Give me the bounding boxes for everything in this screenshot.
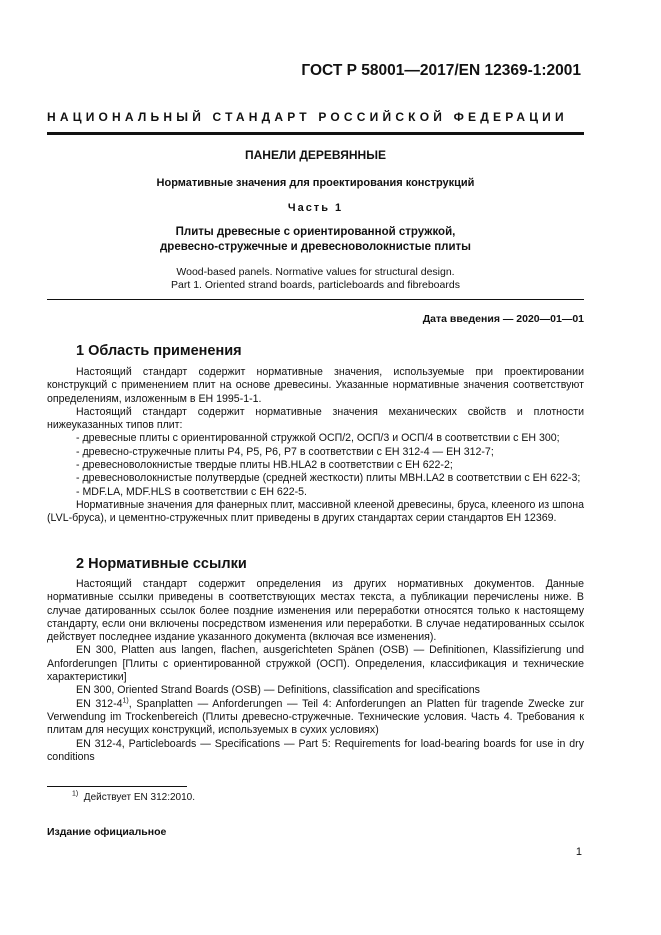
section-1-paragraph-2: Настоящий стандарт содержит нормативные значения механических свойств и плотности нижеуказанных типов плит: xyxy=(47,405,584,432)
standard-title: ПАНЕЛИ ДЕРЕВЯННЫЕ xyxy=(245,148,386,162)
english-title-line-1: Wood-based panels. Normative values for structural design. xyxy=(176,266,455,278)
part-title-line-1: Плиты древесные с ориентированной стружкой, xyxy=(175,226,456,238)
official-edition-label: Издание официальное xyxy=(47,826,167,838)
section-2-paragraph-1: Настоящий стандарт содержит определения из других нормативных документов. Данные нормативные ссылки приведены в соответствующих местах текста, а публикации перечислены ниже. В случае датированных ссылок более поздние изменения или переработки относятся только к настоящему стандарту, если они включены посредством изменения или переработки. В случае недатированных ссылок действует последнее издание указанного документа (включая все изменения). xyxy=(47,578,584,644)
section-2-heading: 2 Нормативные ссылки xyxy=(76,556,247,572)
part-title xyxy=(47,225,584,255)
reference-en-312-4-de xyxy=(47,698,584,738)
reference-code: EN 312-4 xyxy=(76,697,123,710)
header-rule xyxy=(47,132,584,135)
list-item: - древесноволокнистые полутвердые (средней жесткости) плиты MBH.LA2 в соответствии с ЕН 622-3; xyxy=(76,472,581,485)
section-1-paragraph-1: Настоящий стандарт содержит нормативные значения, используемые при проектировании конструкций с применением плит на основе древесины. Указанные нормативные значения соответствуют определениям, изложенным в ЕН 1995-1-1. xyxy=(47,366,584,405)
reference-en-300-en: EN 300, Oriented Strand Boards (OSB) — Definitions, classification and specifications xyxy=(76,684,480,697)
list-item: - древесно-стружечные плиты Р4, Р5, Р6, Р7 в соответствии с ЕН 312-4 — ЕН 312-7; xyxy=(76,445,494,458)
national-standard-banner: НАЦИОНАЛЬНЫЙ СТАНДАРТ РОССИЙСКОЙ ФЕДЕРАЦИИ xyxy=(47,110,568,124)
page-number: 1 xyxy=(575,846,582,858)
list-item: - древесноволокнистые твердые плиты HB.HLA2 в соответствии с ЕН 622-2; xyxy=(76,459,453,472)
list-item: - древесные плиты с ориентированной стружкой ОСП/2, ОСП/3 и ОСП/4 в соответствии с ЕН 300; xyxy=(76,432,560,445)
section-1-paragraph-3: Нормативные значения для фанерных плит, массивной клееной древесины, бруса, клееного из шпона (LVL-бруса), и цементно-стружечных плит приведены в других стандартах серии стандартов ЕН 12369. xyxy=(47,498,584,525)
footnote xyxy=(72,792,195,803)
english-title-line-2: Part 1. Oriented strand boards, particleboards and fibreboards xyxy=(171,279,460,291)
title-rule xyxy=(47,299,584,300)
footnote-marker[interactable]: 1) xyxy=(122,697,129,705)
reference-text: , Spanplatten — Anforderungen — Teil 4: Anforderungen an Platten für tragende Zwecke zur Verwendung im Trockenbereich (Плиты древесно-стружечные. Технические условия. Часть 4. Требования к плитам для несущих конструкций, используемых в сухих условиях) xyxy=(47,697,584,737)
reference-en-312-4-en: EN 312-4, Particleboards — Specifications — Part 5: Requirements for load-bearing boards for use in dry conditions xyxy=(47,737,584,763)
section-2-body xyxy=(47,578,584,764)
section-1-body xyxy=(47,366,584,526)
footnote-rule xyxy=(47,786,187,787)
document-code: ГОСТ Р 58001—2017/EN 12369-1:2001 xyxy=(301,62,581,79)
section-1-heading: 1 Область применения xyxy=(76,343,242,359)
part-title-line-2: древесно-стружечные и древесноволокнистые плиты xyxy=(160,241,471,253)
list-item: - MDF.LA, MDF.HLS в соответствии с ЕН 622-5. xyxy=(76,485,307,498)
footnote-text: Действует EN 312:2010. xyxy=(83,792,196,803)
reference-en-300-de: EN 300, Platten aus langen, flachen, ausgerichteten Spänen (OSB) — Definitionen, Klassifizierung und Anforderungen [Плиты с ориентированной стружкой (ОСП). Определения, классификация и технические характеристики] xyxy=(47,644,584,684)
footnote-mark: 1) xyxy=(72,790,79,798)
standard-subtitle: Нормативные значения для проектирования конструкций xyxy=(156,177,475,189)
part-label: Часть 1 xyxy=(287,202,344,214)
introduction-date: Дата введения — 2020—01—01 xyxy=(422,313,584,325)
english-title xyxy=(47,266,584,292)
